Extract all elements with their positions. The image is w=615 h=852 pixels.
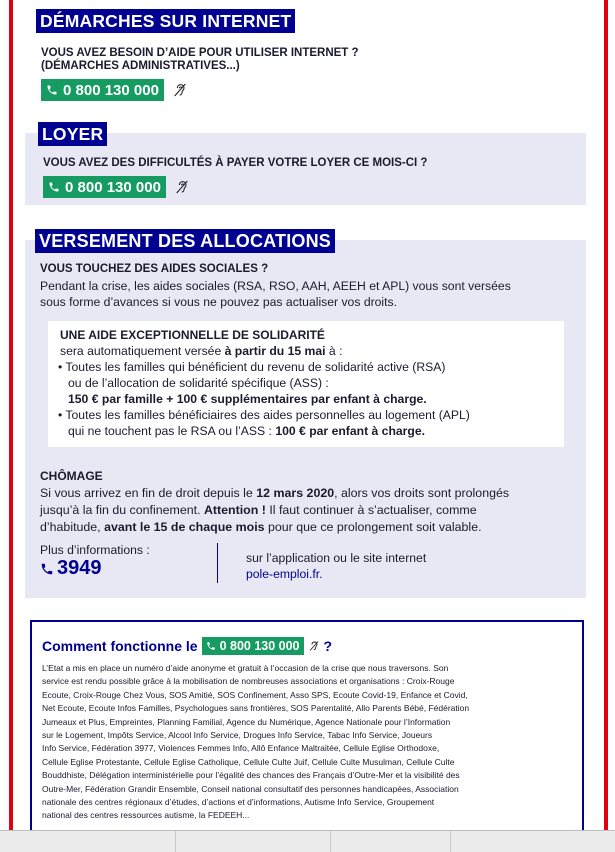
internet-phone-number: 0 800 130 000 bbox=[63, 81, 159, 99]
aide-bullet-1-line-1: • Toutes les familles qui bénéficient du revenu de solidarité active (RSA) bbox=[58, 360, 446, 374]
comment-line: national des centres ressources autisme, la FEDEEH... bbox=[42, 810, 250, 821]
chomage-line-1: Si vous arrivez en fin de droit depuis le 12 mars 2020, alors vos droits sont prolongés bbox=[40, 486, 510, 500]
aide-bullet-2-line-1: • Toutes les familles bénéficiaires des aides personnelles au logement (APL) bbox=[58, 408, 470, 422]
chomage-line-2: jusqu’à la fin du confinement. Attention ! Il faut continuer à s’actualiser, comme bbox=[40, 503, 477, 517]
bottom-bar-divider bbox=[450, 831, 451, 852]
comment-phone-number: 0 800 130 000 bbox=[219, 639, 300, 653]
comment-body bbox=[42, 662, 576, 823]
aide-bullet-1-line-2: ou de l’allocation de solidarité spécifique (ASS) : bbox=[68, 376, 329, 390]
bottom-bar-divider bbox=[175, 831, 176, 852]
bottom-bar-divider bbox=[330, 831, 331, 852]
allocations-title: VERSEMENT DES ALLOCATIONS bbox=[35, 229, 335, 253]
hearing-icon bbox=[172, 82, 188, 98]
comment-title-qmark: ? bbox=[323, 638, 333, 654]
chomage-app-line-1: sur l’application ou le site internet bbox=[246, 551, 427, 565]
chomage-phone[interactable] bbox=[40, 557, 102, 580]
comment-line: Bouddhiste, Délégation interministérielle pour l’égalité des chances des Français d’Outre-Mer et la visibilité des bbox=[42, 770, 460, 781]
comment-line: service est rendu possible grâce à la mobilisation de nombreuses associations et organisations : Croix-Rouge bbox=[42, 676, 455, 687]
aide-bullet-1-line-3: 150 € par famille + 100 € supplémentaires par enfant à charge. bbox=[68, 392, 427, 406]
loyer-question: VOUS AVEZ DES DIFFICULTÉS À PAYER VOTRE LOYER CE MOIS-CI ? bbox=[43, 157, 428, 169]
comment-line: sur le Logement, Impôts Service, Alcool Info Service, Drogues Info Service, Tabac Info Service, Joueurs bbox=[42, 730, 433, 741]
comment-line: nationale des centres régionaux d’études, d’actions et d’informations, Autisme Info Service, Groupement bbox=[42, 797, 435, 808]
chomage-line-3: d’habitude, avant le 15 de chaque mois pour que ce prolongement soit valable. bbox=[40, 520, 482, 534]
phone-icon bbox=[206, 641, 216, 651]
comment-box bbox=[30, 620, 584, 834]
comment-line: Info Service, Fédération 3977, Violences Femmes Info, Allô Enfance Maltraitée, Cellule Eglise Orthodoxe, bbox=[42, 743, 440, 754]
aide-line-1: sera automatiquement versée à partir du 15 mai à : bbox=[60, 344, 343, 358]
comment-title bbox=[42, 637, 332, 655]
loyer-phone-button[interactable] bbox=[43, 176, 166, 198]
allocations-section bbox=[35, 229, 580, 309]
allocations-question: VOUS TOUCHEZ DES AIDES SOCIALES ? bbox=[40, 263, 269, 275]
internet-phone-button[interactable] bbox=[41, 79, 164, 101]
comment-title-text: Comment fonctionne le bbox=[42, 638, 198, 654]
comment-line: Ecoute, Croix-Rouge Chez Vous, SOS Amitié, SOS Confinement, Asso SPS, Ecoute Covid-19, Enfance et Covid, bbox=[42, 689, 468, 700]
hearing-icon bbox=[174, 179, 190, 195]
phone-icon bbox=[48, 181, 60, 193]
comment-line: Cellule Eglise Protestante, Cellule Eglise Catholique, Cellule Culte Juif, Cellule Culte Musulman, Cellule Culte bbox=[42, 756, 455, 767]
aide-bullet-2-line-2: qui ne touchent pas le RSA ou l’ASS : 100 € par enfant à charge. bbox=[68, 424, 426, 438]
comment-line: Jumeaux et Plus, Empreintes, Planning Familial, Agence du Numérique, Agence Nationale pour l’Information bbox=[42, 716, 451, 727]
comment-line: Outre-Mer, Fédération Grandir Ensemble, Conseil national consultatif des personnes handicapées, Association bbox=[42, 783, 459, 794]
loyer-section bbox=[38, 122, 578, 196]
allocations-intro-2: sous forme d’avances si vous ne pouvez pas actualiser vos droits. bbox=[40, 295, 398, 309]
chomage-divider bbox=[217, 543, 218, 583]
chomage-app-link[interactable]: pole-emploi.fr. bbox=[246, 567, 323, 581]
internet-title: DÉMARCHES SUR INTERNET bbox=[36, 9, 295, 33]
chomage-more-info: Plus d’informations : bbox=[40, 543, 150, 557]
comment-line: Net Ecoute, Ecoute Infos Familles, Psychologues sans frontières, SOS Parentalité, Allo Parents Bébé, Fédération bbox=[42, 703, 470, 714]
chomage-phone-number: 3949 bbox=[57, 557, 102, 579]
aide-box bbox=[48, 321, 564, 447]
loyer-title: LOYER bbox=[38, 122, 107, 146]
internet-section bbox=[36, 9, 576, 99]
comment-phone-button[interactable] bbox=[202, 637, 304, 655]
allocations-intro-1: Pendant la crise, les aides sociales (RSA, RSO, AAH, AEEH et APL) vous sont versées bbox=[40, 279, 511, 293]
viewer-bottom-bar bbox=[0, 830, 615, 852]
internet-question-2: (DÉMARCHES ADMINISTRATIVES...) bbox=[41, 60, 240, 72]
aide-title: UNE AIDE EXCEPTIONNELLE DE SOLIDARITÉ bbox=[60, 328, 325, 342]
phone-icon bbox=[40, 562, 54, 576]
chomage-section bbox=[40, 469, 580, 581]
internet-question-1: VOUS AVEZ BESOIN D’AIDE POUR UTILISER INTERNET ? bbox=[41, 47, 359, 59]
phone-icon bbox=[46, 84, 58, 96]
loyer-phone-number: 0 800 130 000 bbox=[65, 178, 161, 196]
hearing-icon bbox=[308, 640, 320, 652]
comment-line: L’Etat a mis en place un numéro d’aide anonyme et gratuit à l’occasion de la crise que nous traversons. Son bbox=[42, 663, 449, 673]
chomage-title: CHÔMAGE bbox=[40, 469, 103, 483]
